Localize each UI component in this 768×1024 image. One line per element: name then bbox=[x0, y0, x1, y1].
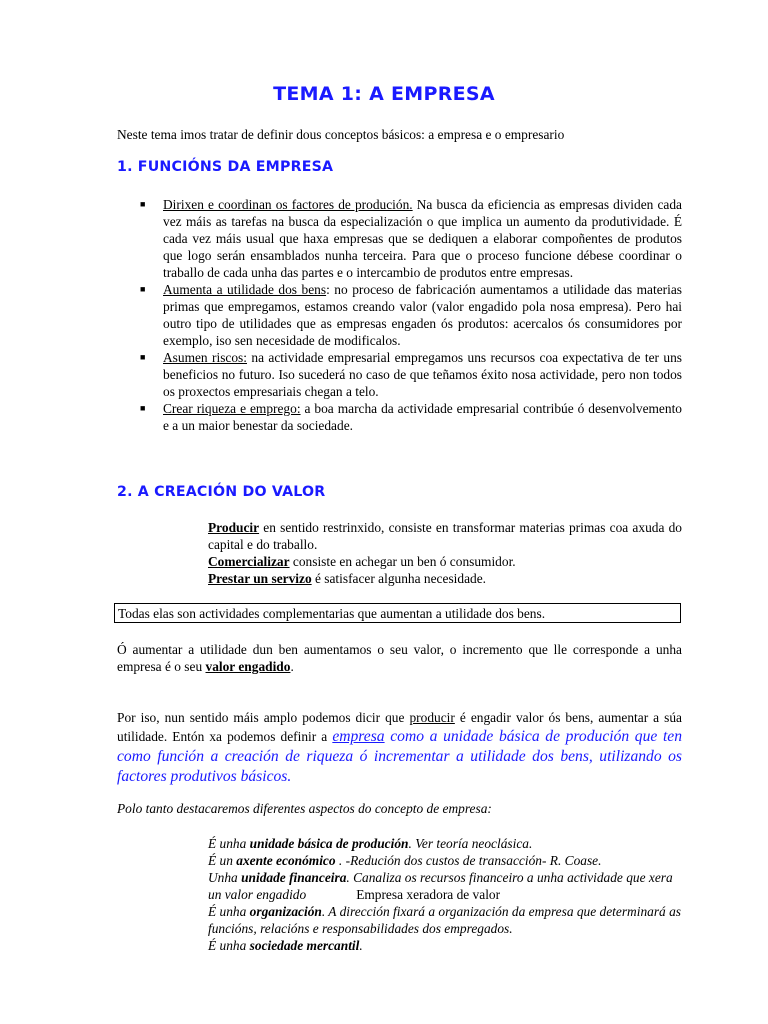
aspect-term: axente económico bbox=[236, 853, 336, 868]
empresa-term: empresa bbox=[332, 728, 385, 745]
section-2-heading: 2. A CREACIÓN DO VALOR bbox=[117, 484, 326, 500]
aspects-list bbox=[208, 835, 682, 954]
list-item bbox=[208, 869, 682, 903]
square-bullet-icon: ■ bbox=[140, 284, 146, 294]
aspects-intro: Polo tanto destacaremos diferentes aspectos do concepto de empresa: bbox=[117, 801, 492, 816]
square-bullet-icon: ■ bbox=[140, 352, 146, 362]
list-item bbox=[208, 937, 682, 954]
list-item-term: Aumenta a utilidade dos bens bbox=[163, 282, 327, 297]
valor-engadido-term: valor engadido bbox=[205, 659, 291, 674]
list-item-text: Na busca da eficiencia as empresas dividen cada vez máis as tarefas na busca da especialización o que implica un aumento da produtividade. É cada vez máis usual que haxa empresas que se dediquen a elaborar compoñentes de produtos que logo serán ensamblados nunha terceira. Para que o proceso funcione débese coordinar o traballo de cada unha das partes e o intercambio de produtos entre empresas. bbox=[163, 197, 682, 280]
aspect-text: . bbox=[359, 938, 363, 953]
definition-item bbox=[208, 570, 682, 587]
aspect-term: sociedade mercantil bbox=[249, 938, 360, 953]
list-item bbox=[208, 903, 682, 937]
intro-paragraph: Neste tema imos tratar de definir dous conceptos básicos: a empresa e o empresario bbox=[117, 127, 565, 142]
aspect-text: . -Redución dos custos de transacción- R. Coase. bbox=[335, 853, 602, 868]
aspect-text: É unha bbox=[208, 904, 250, 919]
aspect-text: . A dirección fixará a organización da empresa que determinará as funcións, relacións e responsabilidades dos empregados. bbox=[208, 904, 681, 936]
list-item-text: : no proceso de fabricación aumentamos a utilidade das materias primas que empregamos, estamos creando valor (valor engadido pola nosa empresa). Pero hai outro tipo de utilidades que as empresas engaden ós produtos: acercalos ós consumidores por exemplo, iso sen necesidade de modificalos. bbox=[163, 282, 682, 348]
boxed-note: Todas elas son actividades complementarias que aumentan a utilidade dos bens. bbox=[114, 603, 681, 623]
list-item-term: Asumen riscos: bbox=[163, 350, 247, 365]
aspect-text: É unha bbox=[208, 836, 250, 851]
empresa-definition: como a unidade básica de produción que ten como función a creación de riqueza ó incrementar a utilidade dos bens, utilizando os factores produtivos básicos. bbox=[117, 728, 682, 785]
section-1-heading: 1. FUNCIÓNS DA EMPRESA bbox=[117, 159, 334, 175]
page-title: TEMA 1: A EMPRESA bbox=[273, 83, 495, 105]
list-item-term: Dirixen e coordinan os factores de produción. bbox=[163, 197, 413, 212]
list-item bbox=[208, 852, 682, 869]
list-item bbox=[140, 196, 682, 281]
definition-term: Comercializar bbox=[208, 554, 290, 569]
definition-term: Prestar un servizo bbox=[208, 571, 312, 586]
square-bullet-icon: ■ bbox=[140, 199, 146, 209]
list-item-text: na actividade empresarial empregamos uns recursos coa expectativa de ter uns beneficios no futuro. Iso sucederá no caso de que teñamos éxito nosa actividade, pero non todos os proxectos empresariais chegan a telo. bbox=[163, 350, 682, 399]
aspect-text: É un bbox=[208, 853, 237, 868]
definition-item bbox=[208, 553, 682, 570]
aspect-text: É unha bbox=[208, 938, 250, 953]
list-item bbox=[208, 835, 682, 852]
definition-term: Producir bbox=[208, 520, 260, 535]
list-item bbox=[140, 281, 682, 349]
paragraph-text: Por iso, nun sentido máis amplo podemos dicir que bbox=[117, 710, 410, 725]
list-item-term: Crear riqueza e emprego: bbox=[163, 401, 301, 416]
definition-item bbox=[208, 519, 682, 553]
aspect-tail: Empresa xeradora de valor bbox=[356, 887, 501, 902]
definition-text: en sentido restrinxido, consiste en transformar materias primas coa axuda do capital e do traballo. bbox=[208, 520, 682, 552]
paragraph-text: Ó aumentar a utilidade dun ben aumentamos o seu valor, o incremento que lle corresponde a unha empresa é o seu bbox=[117, 642, 682, 674]
aspect-term: organización bbox=[249, 904, 322, 919]
definition-text: consiste en achegar un ben ó consumidor. bbox=[289, 554, 516, 569]
aspect-term: unidade básica de produción bbox=[249, 836, 409, 851]
producir-term: producir bbox=[409, 710, 455, 725]
valor-engadido-paragraph bbox=[117, 641, 682, 675]
square-bullet-icon: ■ bbox=[140, 403, 146, 413]
definitions-block bbox=[208, 519, 682, 587]
aspect-term: unidade financeira bbox=[241, 870, 347, 885]
list-item bbox=[140, 349, 682, 400]
paragraph-text: . bbox=[290, 659, 294, 674]
list-item bbox=[140, 400, 682, 434]
functions-list bbox=[140, 196, 682, 434]
paragraph-text: é engadir valor ós bens, aumentar a súa utilidade. Entón xa podemos definir a bbox=[117, 710, 682, 744]
aspect-text: . Ver teoría neoclásica. bbox=[408, 836, 533, 851]
aspect-text: . Canaliza os recursos financeiro a unha actividade que xera un valor engadido bbox=[208, 870, 673, 902]
empresa-definition-paragraph bbox=[117, 709, 682, 787]
list-item-text: a boa marcha da actividade empresarial contribúe ó desenvolvemento e a un maior benestar da sociedade. bbox=[163, 401, 682, 433]
aspect-text: Unha bbox=[208, 870, 242, 885]
definition-text: é satisfacer algunha necesidade. bbox=[311, 571, 487, 586]
